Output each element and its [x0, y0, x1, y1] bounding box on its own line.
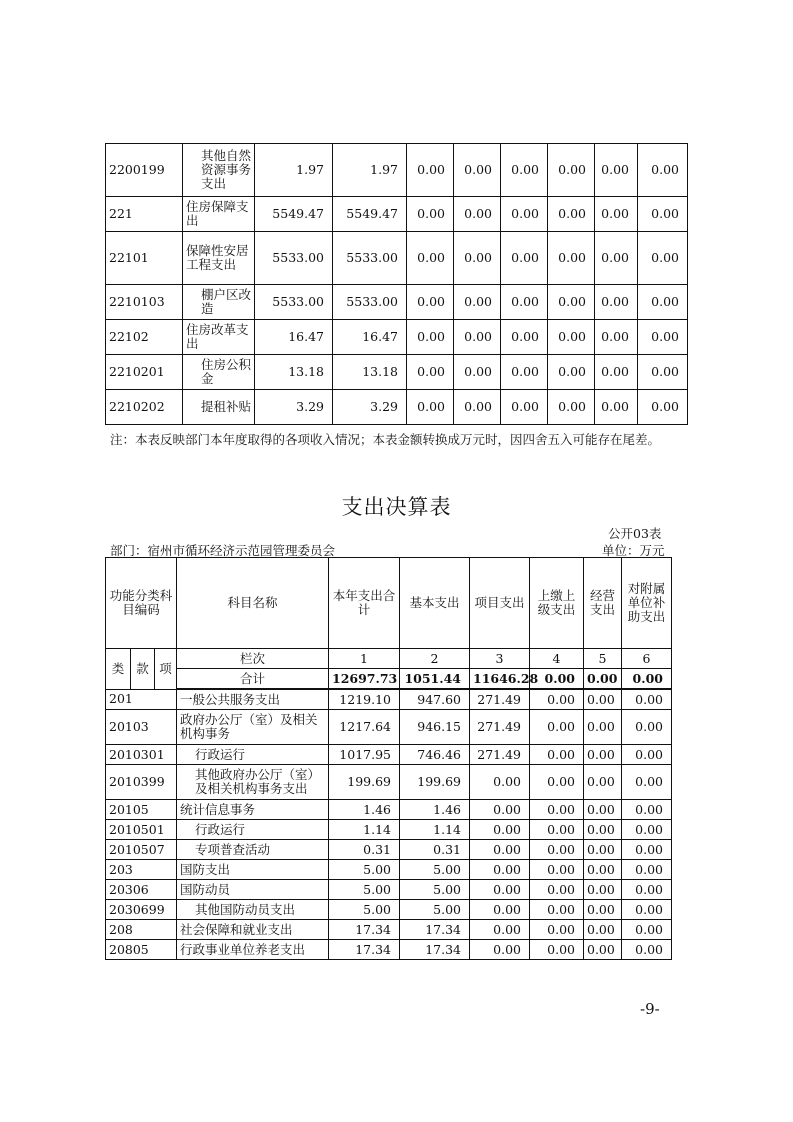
amount-cell: 0.00 [548, 197, 595, 232]
table-row [106, 940, 672, 960]
subject-code: 2010301 [106, 745, 177, 765]
header-func-code: 功能分类科目编码 [106, 558, 177, 649]
amount-cell: 0.00 [638, 390, 688, 425]
subject-code: 201 [106, 689, 177, 710]
subject-name: 政府办公厅（室）及相关机构事务 [177, 710, 329, 745]
table-row [106, 689, 672, 710]
amount-cell: 0.00 [584, 820, 622, 840]
subject-code: 221 [106, 197, 183, 232]
amount-cell: 271.49 [470, 689, 530, 710]
amount-cell: 0.00 [454, 355, 501, 390]
subject-name: 行政运行 [177, 820, 329, 840]
col-num-5: 5 [584, 649, 622, 669]
amount-cell: 0.00 [530, 940, 584, 960]
subject-code: 2210103 [106, 285, 183, 320]
amount-cell: 0.00 [595, 320, 638, 355]
table-row [106, 880, 672, 900]
amount-cell: 1.97 [255, 144, 333, 197]
amount-cell: 0.00 [622, 745, 672, 765]
amount-cell: 0.00 [407, 390, 454, 425]
subject-name: 国防动员 [177, 880, 329, 900]
amount-cell: 199.69 [329, 765, 400, 800]
column-label: 栏次 [177, 649, 329, 669]
header-total: 本年支出合计 [329, 558, 400, 649]
amount-cell: 946.15 [400, 710, 470, 745]
amount-cell: 0.00 [638, 232, 688, 285]
total-value: 11646.28 [470, 669, 530, 690]
table-row [106, 840, 672, 860]
total-value: 0.00 [622, 669, 672, 690]
amount-cell: 5533.00 [333, 232, 407, 285]
amount-cell: 0.00 [407, 285, 454, 320]
amount-cell: 0.00 [530, 820, 584, 840]
subject-name: 住房保障支出 [183, 197, 255, 232]
amount-cell: 0.00 [454, 285, 501, 320]
amount-cell: 0.00 [595, 390, 638, 425]
header-project: 项目支出 [470, 558, 530, 649]
amount-cell: 0.00 [622, 900, 672, 920]
amount-cell: 0.00 [470, 880, 530, 900]
amount-cell: 0.00 [530, 880, 584, 900]
amount-cell: 0.00 [548, 232, 595, 285]
amount-cell: 0.00 [454, 197, 501, 232]
amount-cell: 17.34 [329, 940, 400, 960]
amount-cell: 0.00 [584, 860, 622, 880]
amount-cell: 0.00 [530, 745, 584, 765]
total-value: 1051.44 [400, 669, 470, 690]
amount-cell: 0.00 [622, 880, 672, 900]
subject-name: 住房改革支出 [183, 320, 255, 355]
amount-cell: 1217.64 [329, 710, 400, 745]
amount-cell: 0.00 [470, 900, 530, 920]
amount-cell: 0.00 [595, 197, 638, 232]
column-number-row [106, 649, 672, 669]
amount-cell: 0.00 [530, 689, 584, 710]
expense-table-body [106, 689, 672, 960]
amount-cell: 0.00 [470, 820, 530, 840]
table-row [106, 390, 688, 425]
subject-code: 2200199 [106, 144, 183, 197]
amount-cell: 0.00 [622, 800, 672, 820]
amount-cell: 0.00 [584, 840, 622, 860]
table-row [106, 144, 688, 197]
amount-cell: 5.00 [329, 900, 400, 920]
amount-cell: 0.00 [470, 840, 530, 860]
expense-table-title: 支出决算表 [341, 495, 452, 519]
amount-cell: 271.49 [470, 745, 530, 765]
amount-cell: 0.00 [622, 765, 672, 800]
header-basic: 基本支出 [400, 558, 470, 649]
table-note: 注：本表反映部门本年度取得的各项收入情况；本表金额转换成万元时，因四舍五入可能存在尾差。 [110, 432, 661, 447]
amount-cell: 0.00 [530, 900, 584, 920]
total-value: 0.00 [584, 669, 622, 690]
amount-cell: 0.00 [548, 390, 595, 425]
amount-cell: 0.00 [501, 144, 548, 197]
amount-cell: 0.00 [470, 860, 530, 880]
amount-cell: 13.18 [255, 355, 333, 390]
amount-cell: 0.00 [548, 144, 595, 197]
amount-cell: 0.00 [470, 800, 530, 820]
subject-code: 2210201 [106, 355, 183, 390]
table-row [106, 800, 672, 820]
table-row [106, 860, 672, 880]
amount-cell: 0.00 [407, 232, 454, 285]
amount-cell: 13.18 [333, 355, 407, 390]
subject-code: 20306 [106, 880, 177, 900]
department-label: 部门：宿州市循环经济示范园管理委员会 [110, 543, 336, 558]
amount-cell: 0.00 [595, 355, 638, 390]
amount-cell: 0.00 [470, 920, 530, 940]
amount-cell: 17.34 [329, 920, 400, 940]
amount-cell: 0.31 [329, 840, 400, 860]
table-row [106, 920, 672, 940]
subject-code: 20105 [106, 800, 177, 820]
table-row [106, 710, 672, 745]
col-num-3: 3 [470, 649, 530, 669]
amount-cell: 3.29 [255, 390, 333, 425]
table-row [106, 232, 688, 285]
amount-cell: 0.00 [530, 840, 584, 860]
table-row [106, 745, 672, 765]
expense-table [105, 557, 672, 960]
subject-name: 社会保障和就业支出 [177, 920, 329, 940]
amount-cell: 0.00 [584, 800, 622, 820]
header-kuan: 款 [131, 649, 155, 690]
amount-cell: 5533.00 [333, 285, 407, 320]
amount-cell: 5.00 [329, 880, 400, 900]
subject-name: 统计信息事务 [177, 800, 329, 820]
subject-name: 国防支出 [177, 860, 329, 880]
amount-cell: 0.00 [501, 232, 548, 285]
table-row [106, 285, 688, 320]
amount-cell: 0.00 [622, 940, 672, 960]
amount-cell: 0.00 [622, 860, 672, 880]
amount-cell: 5.00 [400, 880, 470, 900]
header-subject-name: 科目名称 [177, 558, 329, 649]
col-num-4: 4 [530, 649, 584, 669]
subject-name: 行政运行 [177, 745, 329, 765]
amount-cell: 0.00 [530, 920, 584, 940]
table-row [106, 355, 688, 390]
amount-cell: 5.00 [400, 900, 470, 920]
open-table-code: 公开03表 [608, 526, 662, 541]
amount-cell: 5549.47 [333, 197, 407, 232]
expense-header-row [106, 558, 672, 649]
amount-cell: 1.14 [400, 820, 470, 840]
subject-name: 专项普查活动 [177, 840, 329, 860]
header-upper: 上缴上级支出 [530, 558, 584, 649]
subject-code: 2010501 [106, 820, 177, 840]
col-num-6: 6 [622, 649, 672, 669]
amount-cell: 0.00 [622, 840, 672, 860]
unit-label: 单位：万元 [602, 543, 665, 558]
amount-cell: 0.00 [595, 232, 638, 285]
amount-cell: 0.00 [530, 765, 584, 800]
subject-name: 其他政府办公厅（室）及相关机构事务支出 [177, 765, 329, 800]
subject-code: 2210202 [106, 390, 183, 425]
subject-name: 住房公积金 [183, 355, 255, 390]
amount-cell: 0.00 [530, 710, 584, 745]
amount-cell: 0.00 [638, 197, 688, 232]
amount-cell: 0.00 [584, 900, 622, 920]
amount-cell: 0.00 [584, 880, 622, 900]
subject-name: 其他国防动员支出 [177, 900, 329, 920]
header-lei: 类 [106, 649, 131, 690]
subject-name: 行政事业单位养老支出 [177, 940, 329, 960]
amount-cell: 0.00 [501, 390, 548, 425]
header-xiang: 项 [155, 649, 177, 690]
subject-name: 其他自然资源事务支出 [183, 144, 255, 197]
amount-cell: 0.00 [454, 320, 501, 355]
table-row [106, 197, 688, 232]
subject-code: 2010507 [106, 840, 177, 860]
amount-cell: 5549.47 [255, 197, 333, 232]
amount-cell: 0.00 [584, 689, 622, 710]
amount-cell: 1.46 [329, 800, 400, 820]
amount-cell: 3.29 [333, 390, 407, 425]
amount-cell: 0.00 [407, 144, 454, 197]
amount-cell: 0.00 [595, 144, 638, 197]
amount-cell: 0.00 [622, 710, 672, 745]
amount-cell: 1.46 [400, 800, 470, 820]
col-num-2: 2 [400, 649, 470, 669]
amount-cell: 0.31 [400, 840, 470, 860]
amount-cell: 0.00 [622, 920, 672, 940]
income-table-continued [105, 143, 688, 425]
subject-code: 20103 [106, 710, 177, 745]
amount-cell: 0.00 [622, 689, 672, 710]
amount-cell: 0.00 [501, 320, 548, 355]
amount-cell: 746.46 [400, 745, 470, 765]
amount-cell: 16.47 [255, 320, 333, 355]
amount-cell: 271.49 [470, 710, 530, 745]
amount-cell: 0.00 [470, 940, 530, 960]
amount-cell: 1017.95 [329, 745, 400, 765]
subject-code: 22101 [106, 232, 183, 285]
amount-cell: 0.00 [622, 820, 672, 840]
amount-cell: 0.00 [530, 800, 584, 820]
subject-code: 2010399 [106, 765, 177, 800]
subject-name: 保障性安居工程支出 [183, 232, 255, 285]
amount-cell: 0.00 [501, 197, 548, 232]
amount-cell: 0.00 [407, 197, 454, 232]
total-row [106, 669, 672, 690]
table-row [106, 320, 688, 355]
table-row [106, 765, 672, 800]
amount-cell: 5.00 [400, 860, 470, 880]
subject-code: 208 [106, 920, 177, 940]
subject-code: 20805 [106, 940, 177, 960]
amount-cell: 1.14 [329, 820, 400, 840]
page-number: -9- [640, 1000, 660, 1018]
amount-cell: 0.00 [638, 355, 688, 390]
total-label: 合计 [177, 669, 329, 690]
amount-cell: 0.00 [584, 710, 622, 745]
amount-cell: 0.00 [548, 355, 595, 390]
table-row [106, 820, 672, 840]
amount-cell: 0.00 [530, 860, 584, 880]
amount-cell: 0.00 [584, 745, 622, 765]
amount-cell: 947.60 [400, 689, 470, 710]
amount-cell: 17.34 [400, 940, 470, 960]
amount-cell: 16.47 [333, 320, 407, 355]
amount-cell: 17.34 [400, 920, 470, 940]
amount-cell: 1.97 [333, 144, 407, 197]
amount-cell: 0.00 [454, 144, 501, 197]
amount-cell: 0.00 [454, 390, 501, 425]
amount-cell: 0.00 [548, 320, 595, 355]
amount-cell: 5.00 [329, 860, 400, 880]
amount-cell: 0.00 [584, 765, 622, 800]
header-business: 经营支出 [584, 558, 622, 649]
amount-cell: 0.00 [470, 765, 530, 800]
income-table-body [106, 144, 688, 425]
amount-cell: 0.00 [407, 355, 454, 390]
total-value: 0.00 [530, 669, 584, 690]
amount-cell: 0.00 [501, 355, 548, 390]
amount-cell: 0.00 [638, 285, 688, 320]
subject-name: 提租补贴 [183, 390, 255, 425]
amount-cell: 0.00 [638, 144, 688, 197]
subject-code: 203 [106, 860, 177, 880]
subject-code: 22102 [106, 320, 183, 355]
amount-cell: 0.00 [638, 320, 688, 355]
amount-cell: 0.00 [595, 285, 638, 320]
amount-cell: 0.00 [584, 940, 622, 960]
amount-cell: 0.00 [584, 920, 622, 940]
amount-cell: 0.00 [501, 285, 548, 320]
amount-cell: 1219.10 [329, 689, 400, 710]
amount-cell: 0.00 [407, 320, 454, 355]
subject-name: 一般公共服务支出 [177, 689, 329, 710]
total-value: 12697.73 [329, 669, 400, 690]
subject-code: 2030699 [106, 900, 177, 920]
subject-name: 棚户区改造 [183, 285, 255, 320]
col-num-1: 1 [329, 649, 400, 669]
amount-cell: 0.00 [454, 232, 501, 285]
amount-cell: 199.69 [400, 765, 470, 800]
amount-cell: 5533.00 [255, 285, 333, 320]
table-row [106, 900, 672, 920]
amount-cell: 0.00 [548, 285, 595, 320]
amount-cell: 5533.00 [255, 232, 333, 285]
header-subsidy: 对附属单位补助支出 [622, 558, 672, 649]
